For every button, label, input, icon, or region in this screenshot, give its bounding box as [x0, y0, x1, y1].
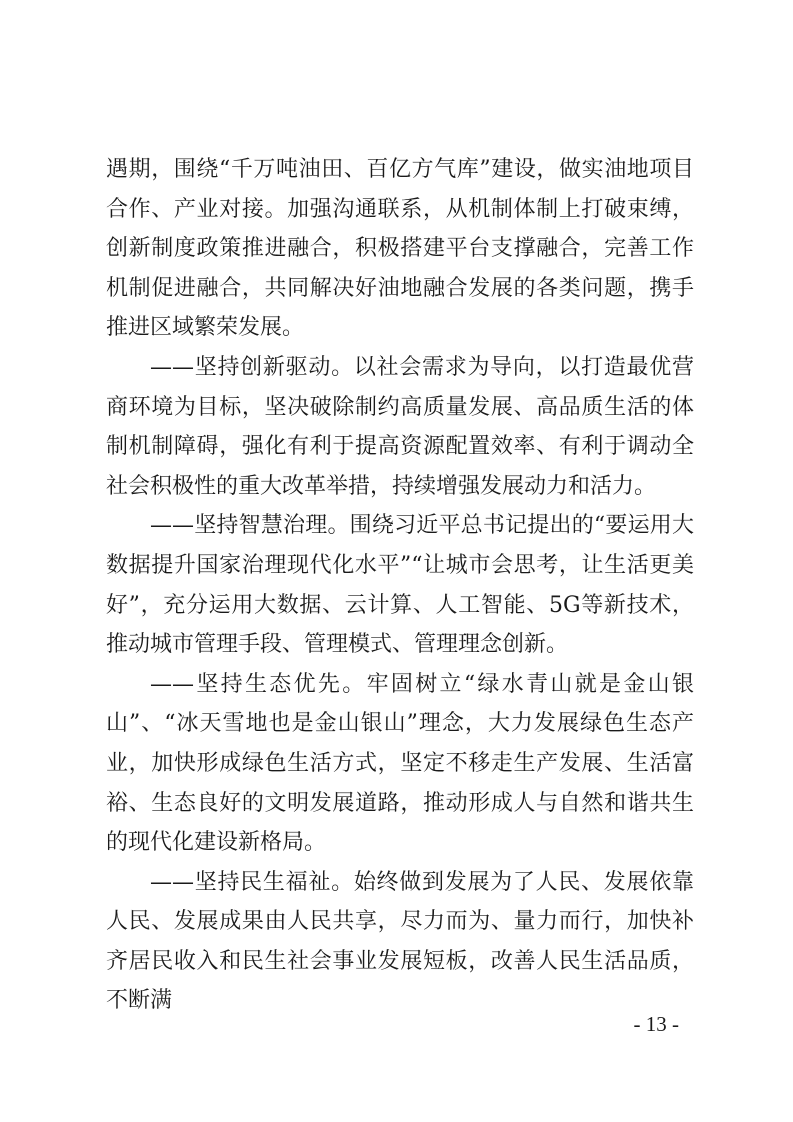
paragraph-people-wellbeing: ——坚持民生福祉。始终做到发展为了人民、发展依靠人民、发展成果由人民共享，尽力而为、量力而行，加快补齐居民收入和民生社会事业发展短板，改善人民生活品质，不断满: [106, 869, 694, 1014]
paragraph-continuation: 遇期，围绕“千万吨油田、百亿方气库”建设，做实油地项目合作、产业对接。加强沟通联系，从机制体制上打破束缚，创新制度政策推进融合，积极搭建平台支撑融合，完善工作机制促进融合，共同解决好油地融合发展的各类问题，携手推进区域繁荣发展。: [106, 157, 694, 341]
paragraph-smart-governance: ——坚持智慧治理。围绕习近平总书记提出的“要运用大数据提升国家治理现代化水平”“让城市会思考，让生活更美好”，充分运用大数据、云计算、人工智能、5G等新技术，推动城市管理手段、管理模式、管理理念创新。: [106, 513, 694, 658]
paragraph-ecology-first: ——坚持生态优先。牢固树立“绿水青山就是金山银山”、“冰天雪地也是金山银山”理念，大力发展绿色生态产业，加快形成绿色生活方式，坚定不移走生产发展、生活富裕、生态良好的文明发展道路，推动形成人与自然和谐共生的现代化建设新格局。: [106, 671, 694, 856]
page-number: - 13 -: [633, 1012, 679, 1036]
paragraph-innovation-driven: ——坚持创新驱动。以社会需求为导向，以打造最优营商环境为目标，坚决破除制约高质量发展、高品质生活的体制机制障碍，强化有利于提高资源配置效率、有利于调动全社会积极性的重大改革举措，持续增强发展动力和活力。: [106, 354, 694, 499]
document-body: [106, 150, 694, 1021]
